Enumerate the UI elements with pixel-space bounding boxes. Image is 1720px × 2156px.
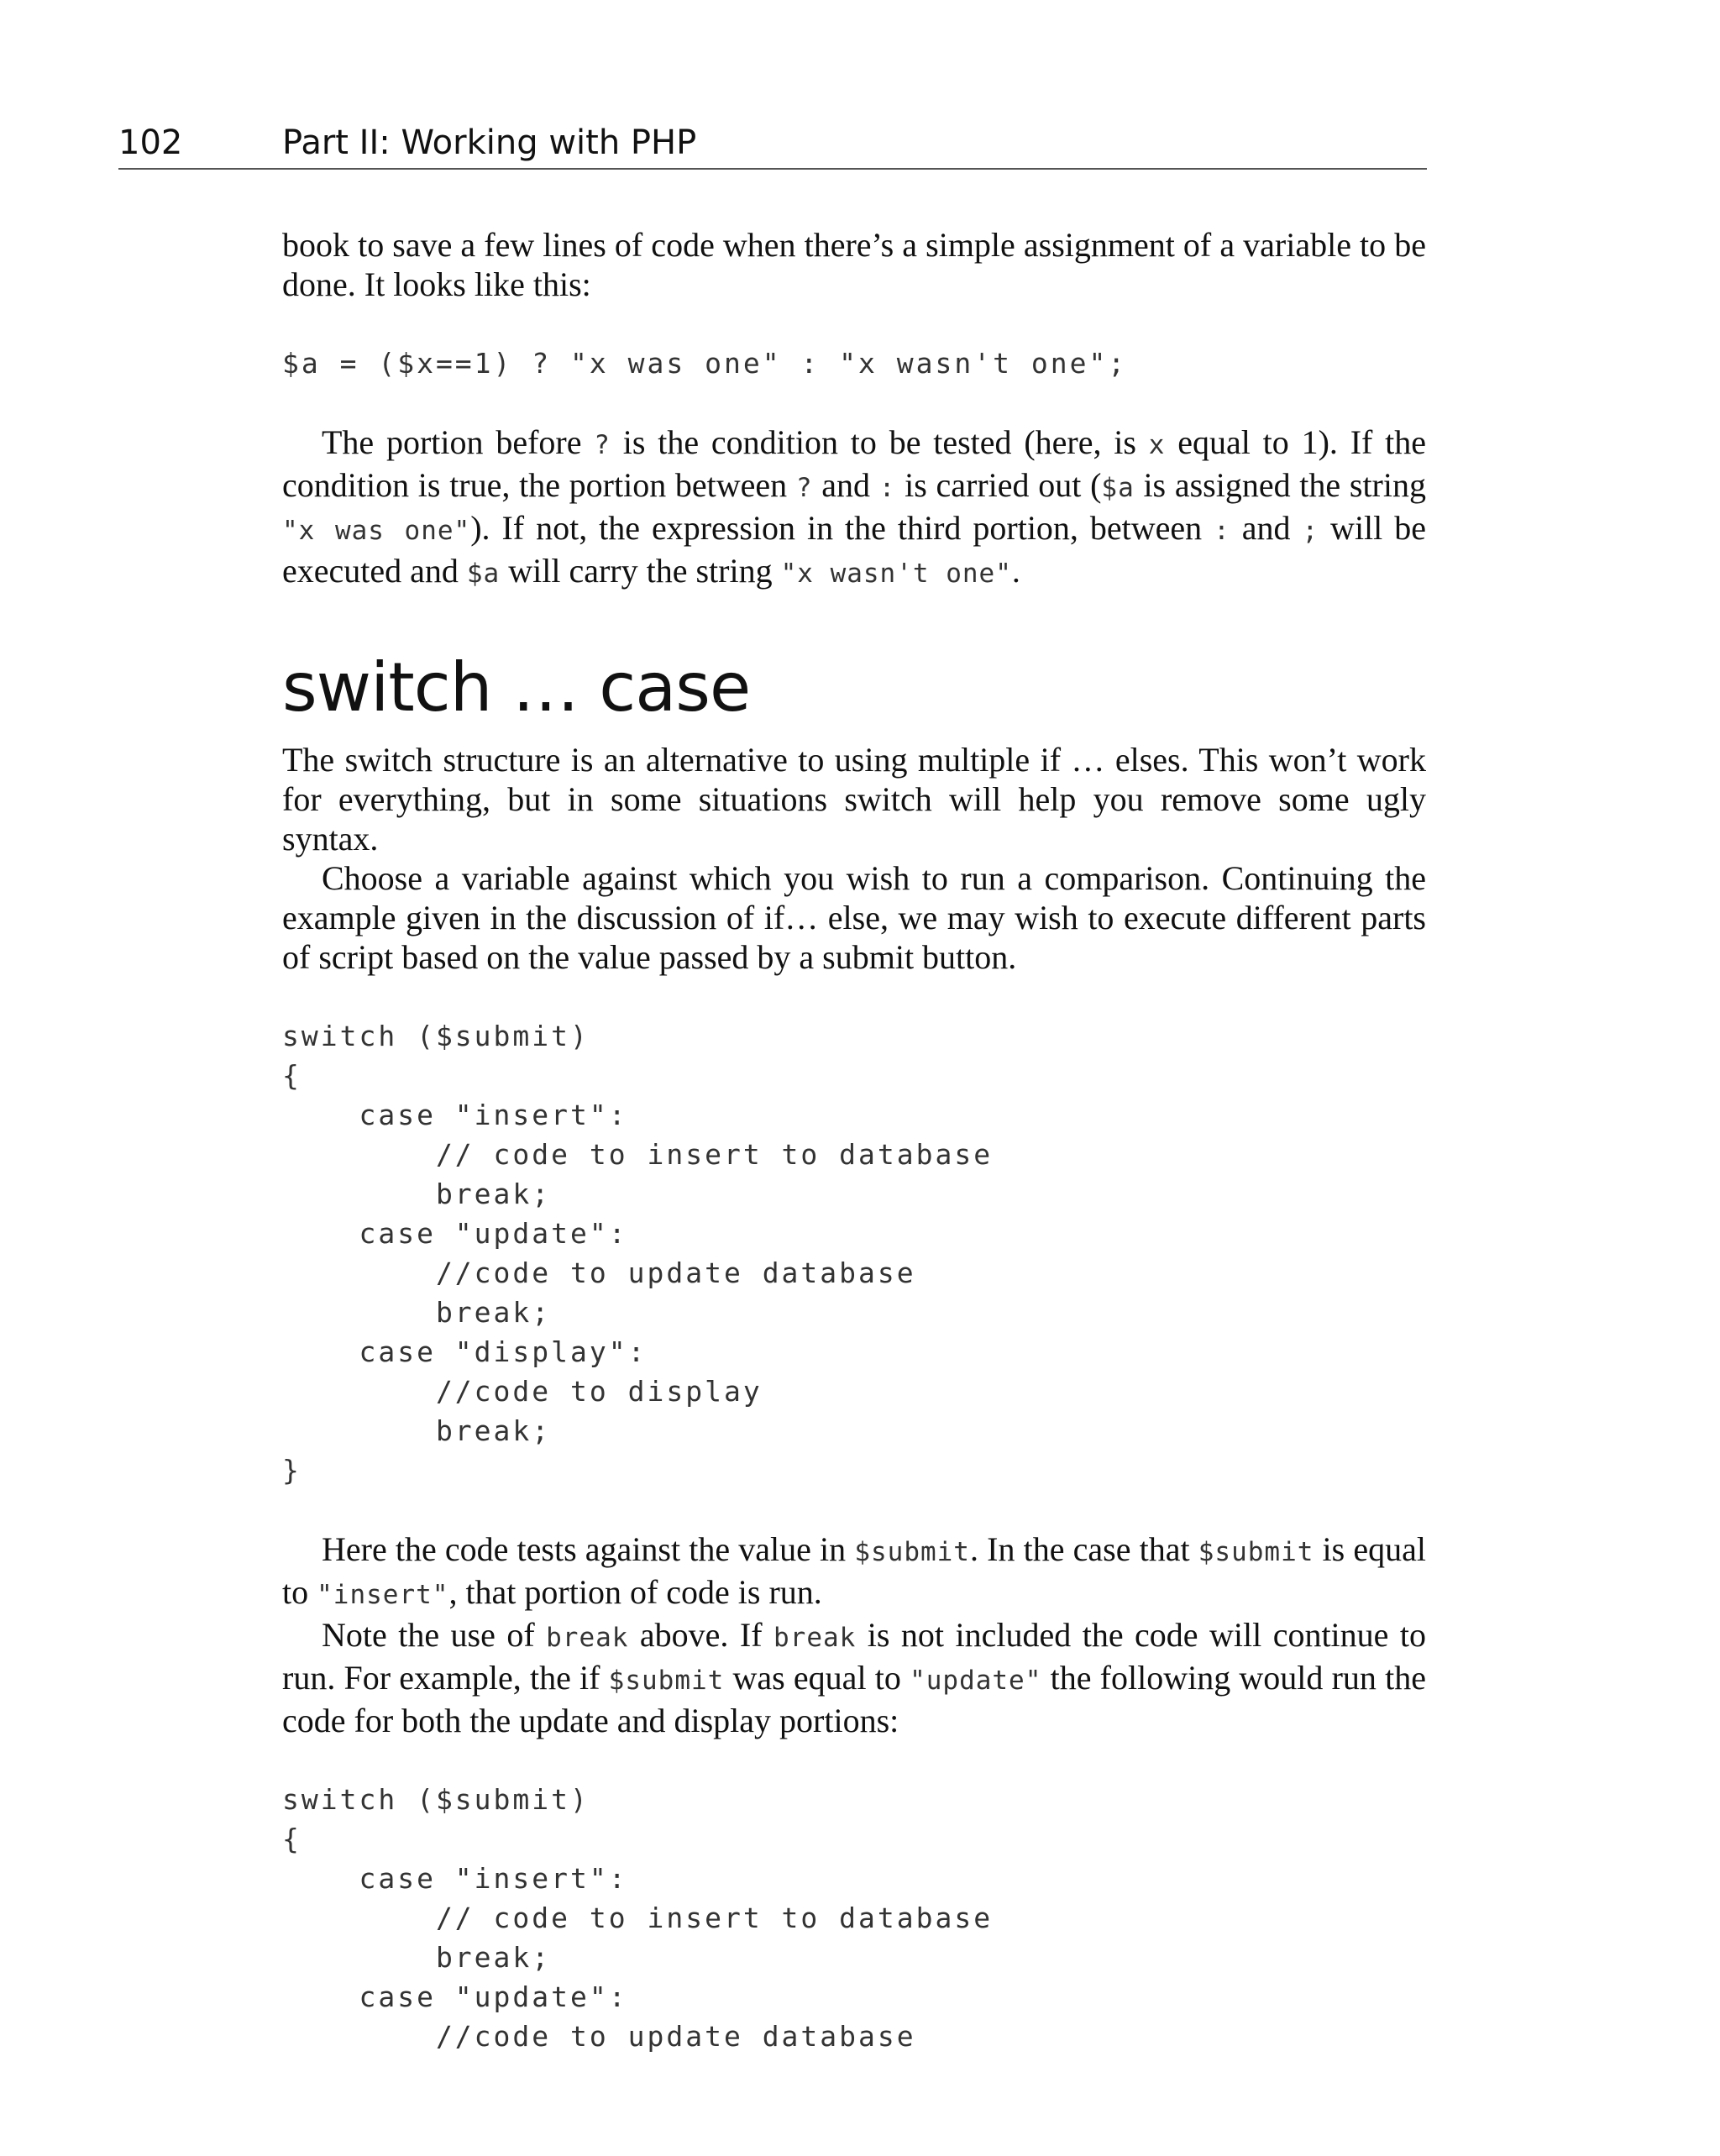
switch-code-block-1: switch ($submit) { case "insert": // code to insert to database break; case "update": //code to update database break; case "display": //code to display break; } xyxy=(282,1020,994,1487)
break-note-paragraph: Note the use of break above. If break is not included the code will continue to run. For example, the if $submit was equal to "update" the following would run the code for both the update and display portions: xyxy=(282,1616,1427,1739)
switch-intro-paragraph: The switch structure is an alternative to using multiple if … elses. This won’t work for everything, but in some situations switch will help you remove some ugly syntax. xyxy=(282,741,1426,858)
section-heading: switch … case xyxy=(282,648,751,727)
page-body xyxy=(282,225,1426,2056)
page-number: 102 xyxy=(118,123,183,162)
running-header xyxy=(118,118,1427,170)
code-explanation-paragraph: Here the code tests against the value in $submit. In the case that $submit is equal to "insert", that portion of code is run. xyxy=(282,1530,1427,1611)
switch-code-block-2: switch ($submit) { case "insert": // code to insert to database break; case "update": //code to update database xyxy=(282,1783,994,2053)
intro-paragraph: book to save a few lines of code when there’s a simple assignment of a variable to be done. It looks like this: xyxy=(282,226,1426,303)
ternary-code-block: $a = ($x==1) ? "x was one" : "x wasn't one"; xyxy=(282,347,1128,380)
switch-choose-variable-paragraph: Choose a variable against which you wish to run a comparison. Continuing the example given in the discussion of if… else, we may wish to execute different parts of script based on the value passed by a submit button. xyxy=(282,859,1426,976)
ternary-explanation: The portion before ? is the condition to be tested (here, is x equal to 1). If the condition is true, the portion between ? and : is carried out ($a is assigned the string "x was one"). If not, the expression in the third portion, between : and ; will be executed and $a will carry the string "x wasn't one". xyxy=(282,423,1427,590)
part-title: Part II: Working with PHP xyxy=(282,123,697,162)
